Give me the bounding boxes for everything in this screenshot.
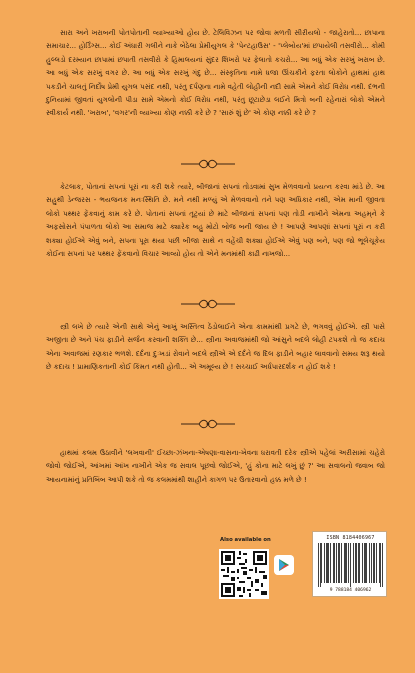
also-available-label: Also available on [220,537,271,543]
barcode-bar [350,543,351,587]
barcode-bar [328,543,329,583]
barcode-bar [380,543,381,587]
barcode-bar [336,543,337,583]
barcode-bar [348,543,349,583]
isbn-label: ISBN 8184406967 [326,535,375,541]
barcode-bar [379,543,380,583]
barcode-bar [366,543,367,583]
barcode-icon [318,543,383,587]
barcode-bar [320,543,321,587]
barcode-number: 9 788184 406962 [329,588,372,593]
barcode-bar [327,543,328,583]
barcode-bar [364,543,365,583]
barcode-bar [338,543,339,583]
ornament-divider-icon [179,158,237,170]
barcode-bar [333,543,334,583]
isbn-barcode-block [312,531,387,597]
ornament-divider-icon [179,418,237,430]
barcode-bar [339,543,340,583]
barcode-bar [341,543,342,583]
blurb-paragraph-2 [46,180,385,260]
barcode-bar [362,543,363,583]
barcode-bar [344,543,345,583]
barcode-bar [345,543,346,583]
blurb-paragraph-4 [46,446,385,486]
barcode-bar [358,543,359,583]
barcode-bar [321,543,322,583]
barcode-bar [353,543,354,583]
barcode-bar [324,543,325,583]
blurb-text-4: હાથમાં કલમ ઉઠાવીને 'લખવાની' ઈચ્છા-ઝંખના-એષણા-વાસના-ખેવના ધરાવતી દરેક સ્ત્રીએ પહેલાં અરીસામાં ચહેરો જોવો જોઈએ, આંખમાં આંખ નાખીને એક જ સવાલ પૂછવો જોઈએ, 'હું કોના માટે લખું છું ?' આ સવાલનો જવાબ જો આયનામાંનું પ્રતિબિંબ આપી શકે તો જ કલમમાંથી શાહીને કાગળ પર ઉતારવાનો હક્ક મળે છે ! [46,448,385,484]
ornament-divider-icon [179,298,237,310]
barcode-bar [371,543,372,583]
barcode-bar [359,543,360,583]
barcode-bar [334,543,335,583]
barcode-bar [382,543,383,587]
blurb-paragraph-1 [46,26,385,120]
blurb-text-2: કેટલાક, પોતાનાં સપનાં પૂરાં ના કરી શકે ત્યારે, બીજાનાં સપનાં તોડવામાં સુખ મેળવવાનો પ્રયત્ન કરવા માંડે છે. આ સહુથી ડેન્જરસ - ભયજનક મનઃસ્થિતિ છે. મને નથી મળ્યું એ મેળવવાનો તને પણ અધિકાર નથી, એમ માની જીવતા લોકો પથ્થર ફેંકવાનું કામ કરે છે. પોતાનાં સપનાં તૂટ્યાં છે માટે બીજાનાં સપનાં પણ તોડી નાખીને એમના અહમ્‌ને કે અફસોસને પંપાળતા લોકો આ સમાજ માટે ક્યારેક બહુ મોટો બોજ બની જાય છે ! આપણે આપણાં સપનાં પૂરાં ન કરી શક્યા હોઈએ એવું બને, સપના પૂરા થયા પછી બીજા સાથે ન વહેંચી શક્યા હોઈએ એવું પણ બને, પણ જો ભૂલેચૂકેય કોઈના સપનાં પર પથ્થર ફેંકવાનો વિચાર આવ્યો હોય તો એને મનમાંથી કાઢી નાખજો... [46,182,385,259]
barcode-bar [330,543,331,583]
blurb-paragraph-3 [46,320,385,374]
blurb-text-1: સારા અને ખરાબની પોતપોતાની વ્યાખ્યાઓ હોય છે. ટેલિવિઝન પર જોવા મળતી સીરીયલો - જાહેરાતો... છાપાના સમાચાર... હોર્ડિંગ્સ... કોઈ અંધારી ગલીને નાકે બેઠેલા પ્રેમીયુગલ કે 'પેન્ટહાઉસ' - 'પ્લેબોય'માં છપાયેલી તસવીરો... કોમી હુલ્લડો દરમ્યાન છાપામાં છપાતી તસવીરો કે હિમાલયનાં સુંદર શિખરો પર ફેલાતો કચરો... આ બધું એક સરખું ખરાબ છે. આ બધું એક સરખું વગર છે. આ બધું એક સરખું ગંદુ છે... સંસ્કૃતિના નામે ધજા ઊંચકીને ફરતા લોકોને હાથમાં હાથ પકડીને ચાલતું નિર્દોષ પ્રેમી યુગલ પસંદ નથી, પરંતુ દર્પણના નામે વહેતી લોહીની નદી સામે એમને કોઈ વિરોધ નથી. દંભની દુનિયામાં જીવતાં યુગલોની પીડા સામે એમનો કોઈ વિરોધ નથી, પરંતુ છૂટાછેડા લઈને મિત્રો બની રહેનારાં લોકો એમને સ્વીકાર્ય નથી. 'ખરાબ', 'વગર'ની વ્યાખ્યા કોણ નક્કી કરે છે ? 'સારું શું છે' એ કોણ નક્કી કરે છે ? [46,28,385,118]
barcode-bar [326,543,327,583]
blurb-text-3: સ્ત્રી લખે છે ત્યારે એની સાથે એનું આખું અસ્તિત્વ ઠેંડોલાઈને એના કામમાંથી પ્રગટે છે, ભગવવું હોઈએ. સ્ત્રી પાસે અજીતા છે અને પંચ ફાડીને સર્જન કરવાની શક્તિ છે... સ્ત્રીના અવાજમાંથી જો આંસુને બદલે લોહી ટપકશે તો જ કદાચ એના અવાજમાં રણકાર ભળશે. દર્દના દુઃખડાં રોવાને બદલે સ્ત્રીએ એ દર્દને જ દિલ ફાડીને બહાર લાવવાનો સમય શરૂ થયો છે કદાચ ! પ્રામાણિકતાની કોઈ કિંમત નથી હોતી... એ અમૂલ્ય છે ! સચ્ચાઈ અર્ધપારદર્શક ન હોઈ શકે ! [46,322,385,372]
barcode-bar [318,543,319,587]
barcode-bar [373,543,374,583]
barcode-bar [376,543,377,583]
qr-code-icon[interactable] [219,549,269,599]
barcode-bar [369,543,370,583]
barcode-bar [365,543,366,583]
barcode-bar [355,543,356,583]
barcode-bar [356,543,357,583]
app-store-icon[interactable] [274,555,294,575]
barcode-bar [346,543,347,583]
barcode-bar [374,543,375,583]
